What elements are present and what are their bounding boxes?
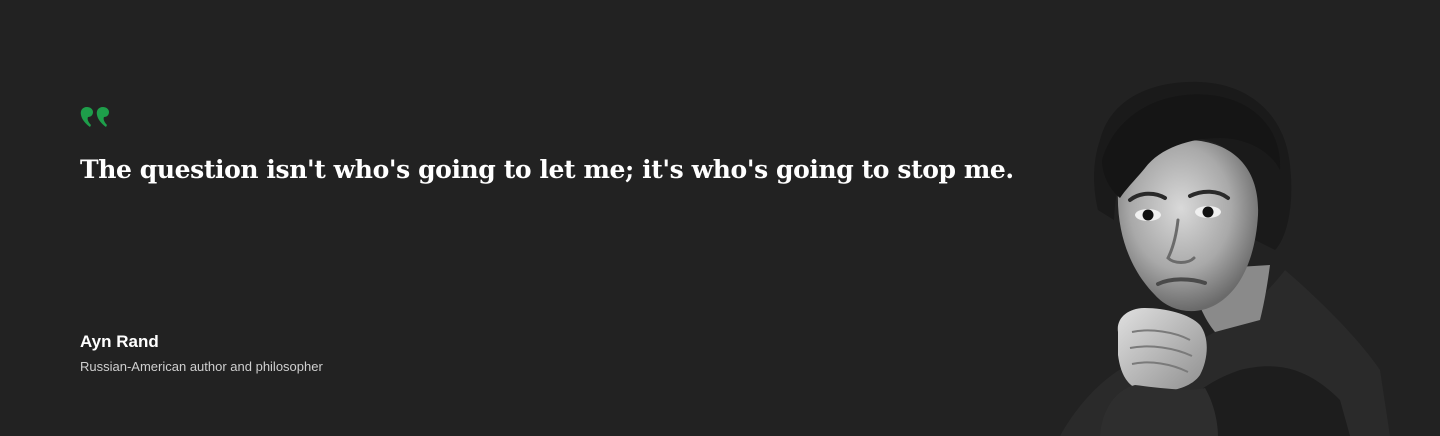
author-name: Ayn Rand xyxy=(80,332,159,351)
quote-text: The question isn't who's going to let me; it's who's going to stop me. xyxy=(80,155,1014,184)
author-portrait xyxy=(1040,70,1400,436)
quote-open-icon xyxy=(78,100,114,136)
author-description: Russian-American author and philosopher xyxy=(80,359,323,374)
